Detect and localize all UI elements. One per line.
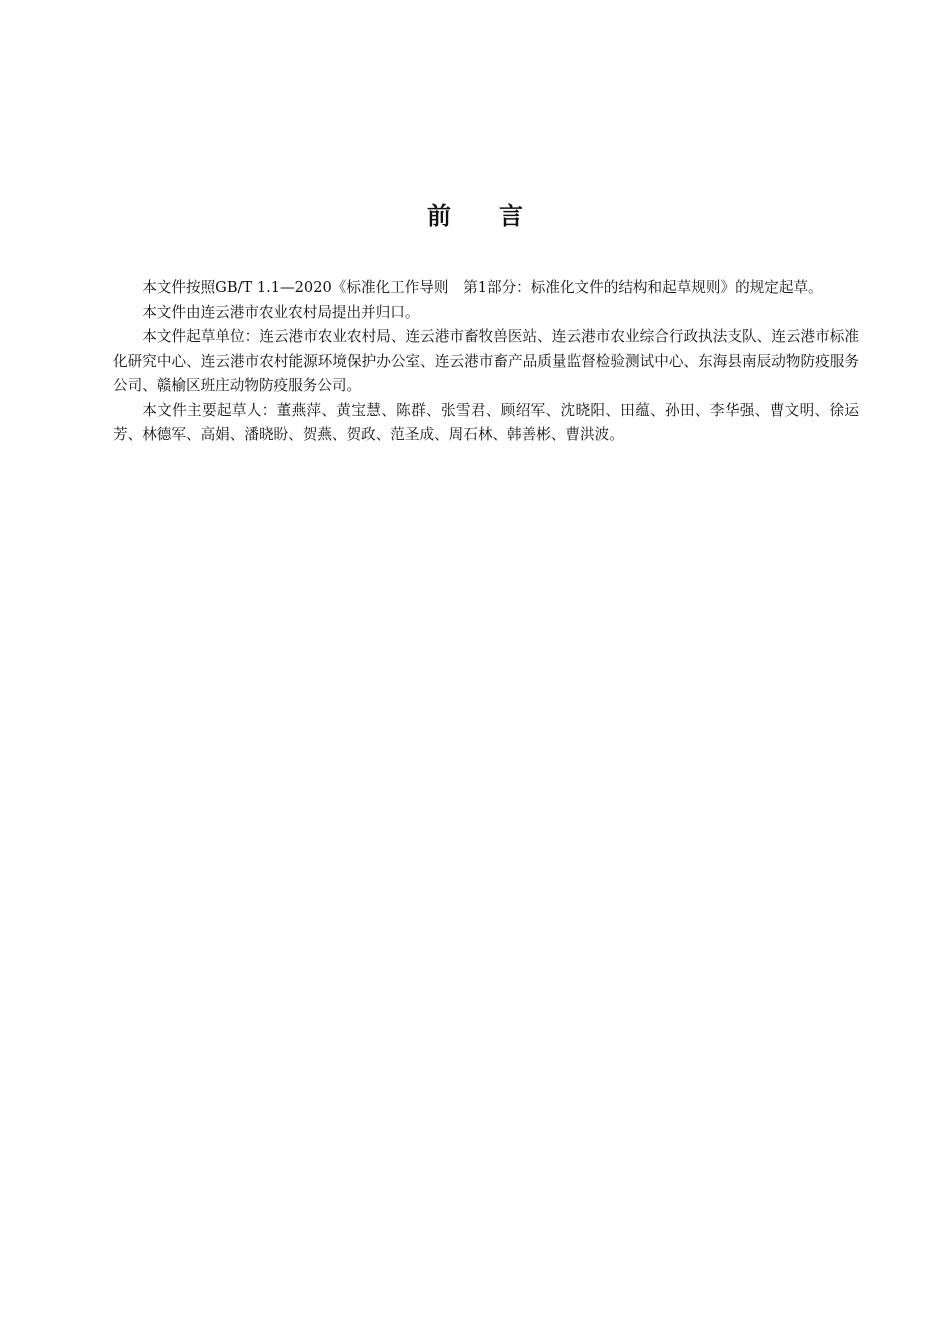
paragraph-drafting-rules: 本文件按照GB/T 1.1—2020《标准化工作导则 第1部分：标准化文件的结构和起草规则》的规定起草。	[142, 279, 823, 296]
paragraph-drafting-units: 本文件起草单位：连云港市农业农村局、连云港市畜牧兽医站、连云港市农业综合行政执法支队、连云港市标准化研究中心、连云港市农村能源环境保护办公室、连云港市畜产品质量监督检验测试中心、东海县南辰动物防疫服务公司、赣榆区班庄动物防疫服务公司。	[113, 328, 859, 394]
page-title: 前言	[427, 202, 571, 230]
paragraph-drafters: 本文件主要起草人：董燕萍、黄宝慧、陈群、张雪君、顾绍军、沈晓阳、田蕴、孙田、李华强、曹文明、徐运芳、林德军、高娟、潘晓盼、贺燕、贺政、范圣成、周石林、韩善彬、曹洪波。	[113, 401, 859, 443]
foreword-body	[113, 276, 859, 448]
paragraph-proposer: 本文件由连云港市农业农村局提出并归口。	[142, 303, 420, 321]
